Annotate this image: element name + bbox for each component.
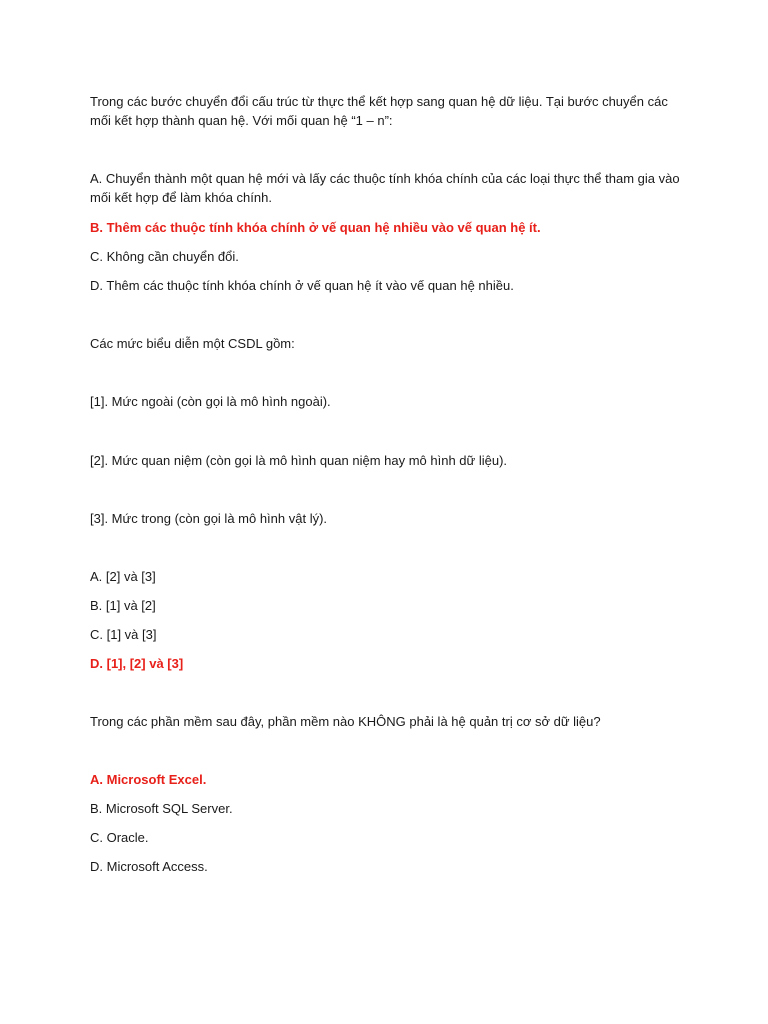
question-2-option-a: A. [2] và [3] (90, 569, 156, 584)
question-3-option-b: B. Microsoft SQL Server. (90, 801, 233, 816)
question-2-statement-3: [3]. Mức trong (còn gọi là mô hình vật lý). (90, 511, 328, 526)
question-2-option-c: C. [1] và [3] (90, 627, 157, 642)
question-1-text: Trong các bước chuyển đổi cấu trúc từ thực thể kết hợp sang quan hệ dữ liệu. Tại bước chuyển các mối kết hợp thành quan hệ. Với mối quan hệ “1 – n”: (90, 94, 668, 128)
question-2-statement-2: [2]. Mức quan niệm (còn gọi là mô hình quan niệm hay mô hình dữ liệu). (90, 453, 508, 468)
question-1-option-a: A. Chuyển thành một quan hệ mới và lấy các thuộc tính khóa chính của các loại thực thể tham gia vào mối kết hợp để làm khóa chính. (90, 171, 680, 205)
question-1-option-c: C. Không cần chuyển đổi. (90, 249, 239, 264)
question-2-option-b: B. [1] và [2] (90, 598, 156, 613)
question-3-text: Trong các phần mềm sau đây, phần mềm nào KHÔNG phải là hệ quản trị cơ sở dữ liệu? (90, 714, 601, 729)
question-3-option-c: C. Oracle. (90, 830, 149, 845)
question-2-text: Các mức biểu diễn một CSDL gồm: (90, 336, 295, 351)
question-1-option-b-answer: B. Thêm các thuộc tính khóa chính ở vế quan hệ nhiều vào vế quan hệ ít. (90, 220, 541, 235)
question-2-option-d-answer: D. [1], [2] và [3] (90, 656, 184, 671)
question-2-statement-1: [1]. Mức ngoài (còn gọi là mô hình ngoài). (90, 394, 331, 409)
question-3-option-a-answer: A. Microsoft Excel. (90, 772, 207, 787)
question-1-option-d: D. Thêm các thuộc tính khóa chính ở vế quan hệ ít vào vế quan hệ nhiều. (90, 278, 514, 293)
question-3-option-d: D. Microsoft Access. (90, 859, 208, 874)
